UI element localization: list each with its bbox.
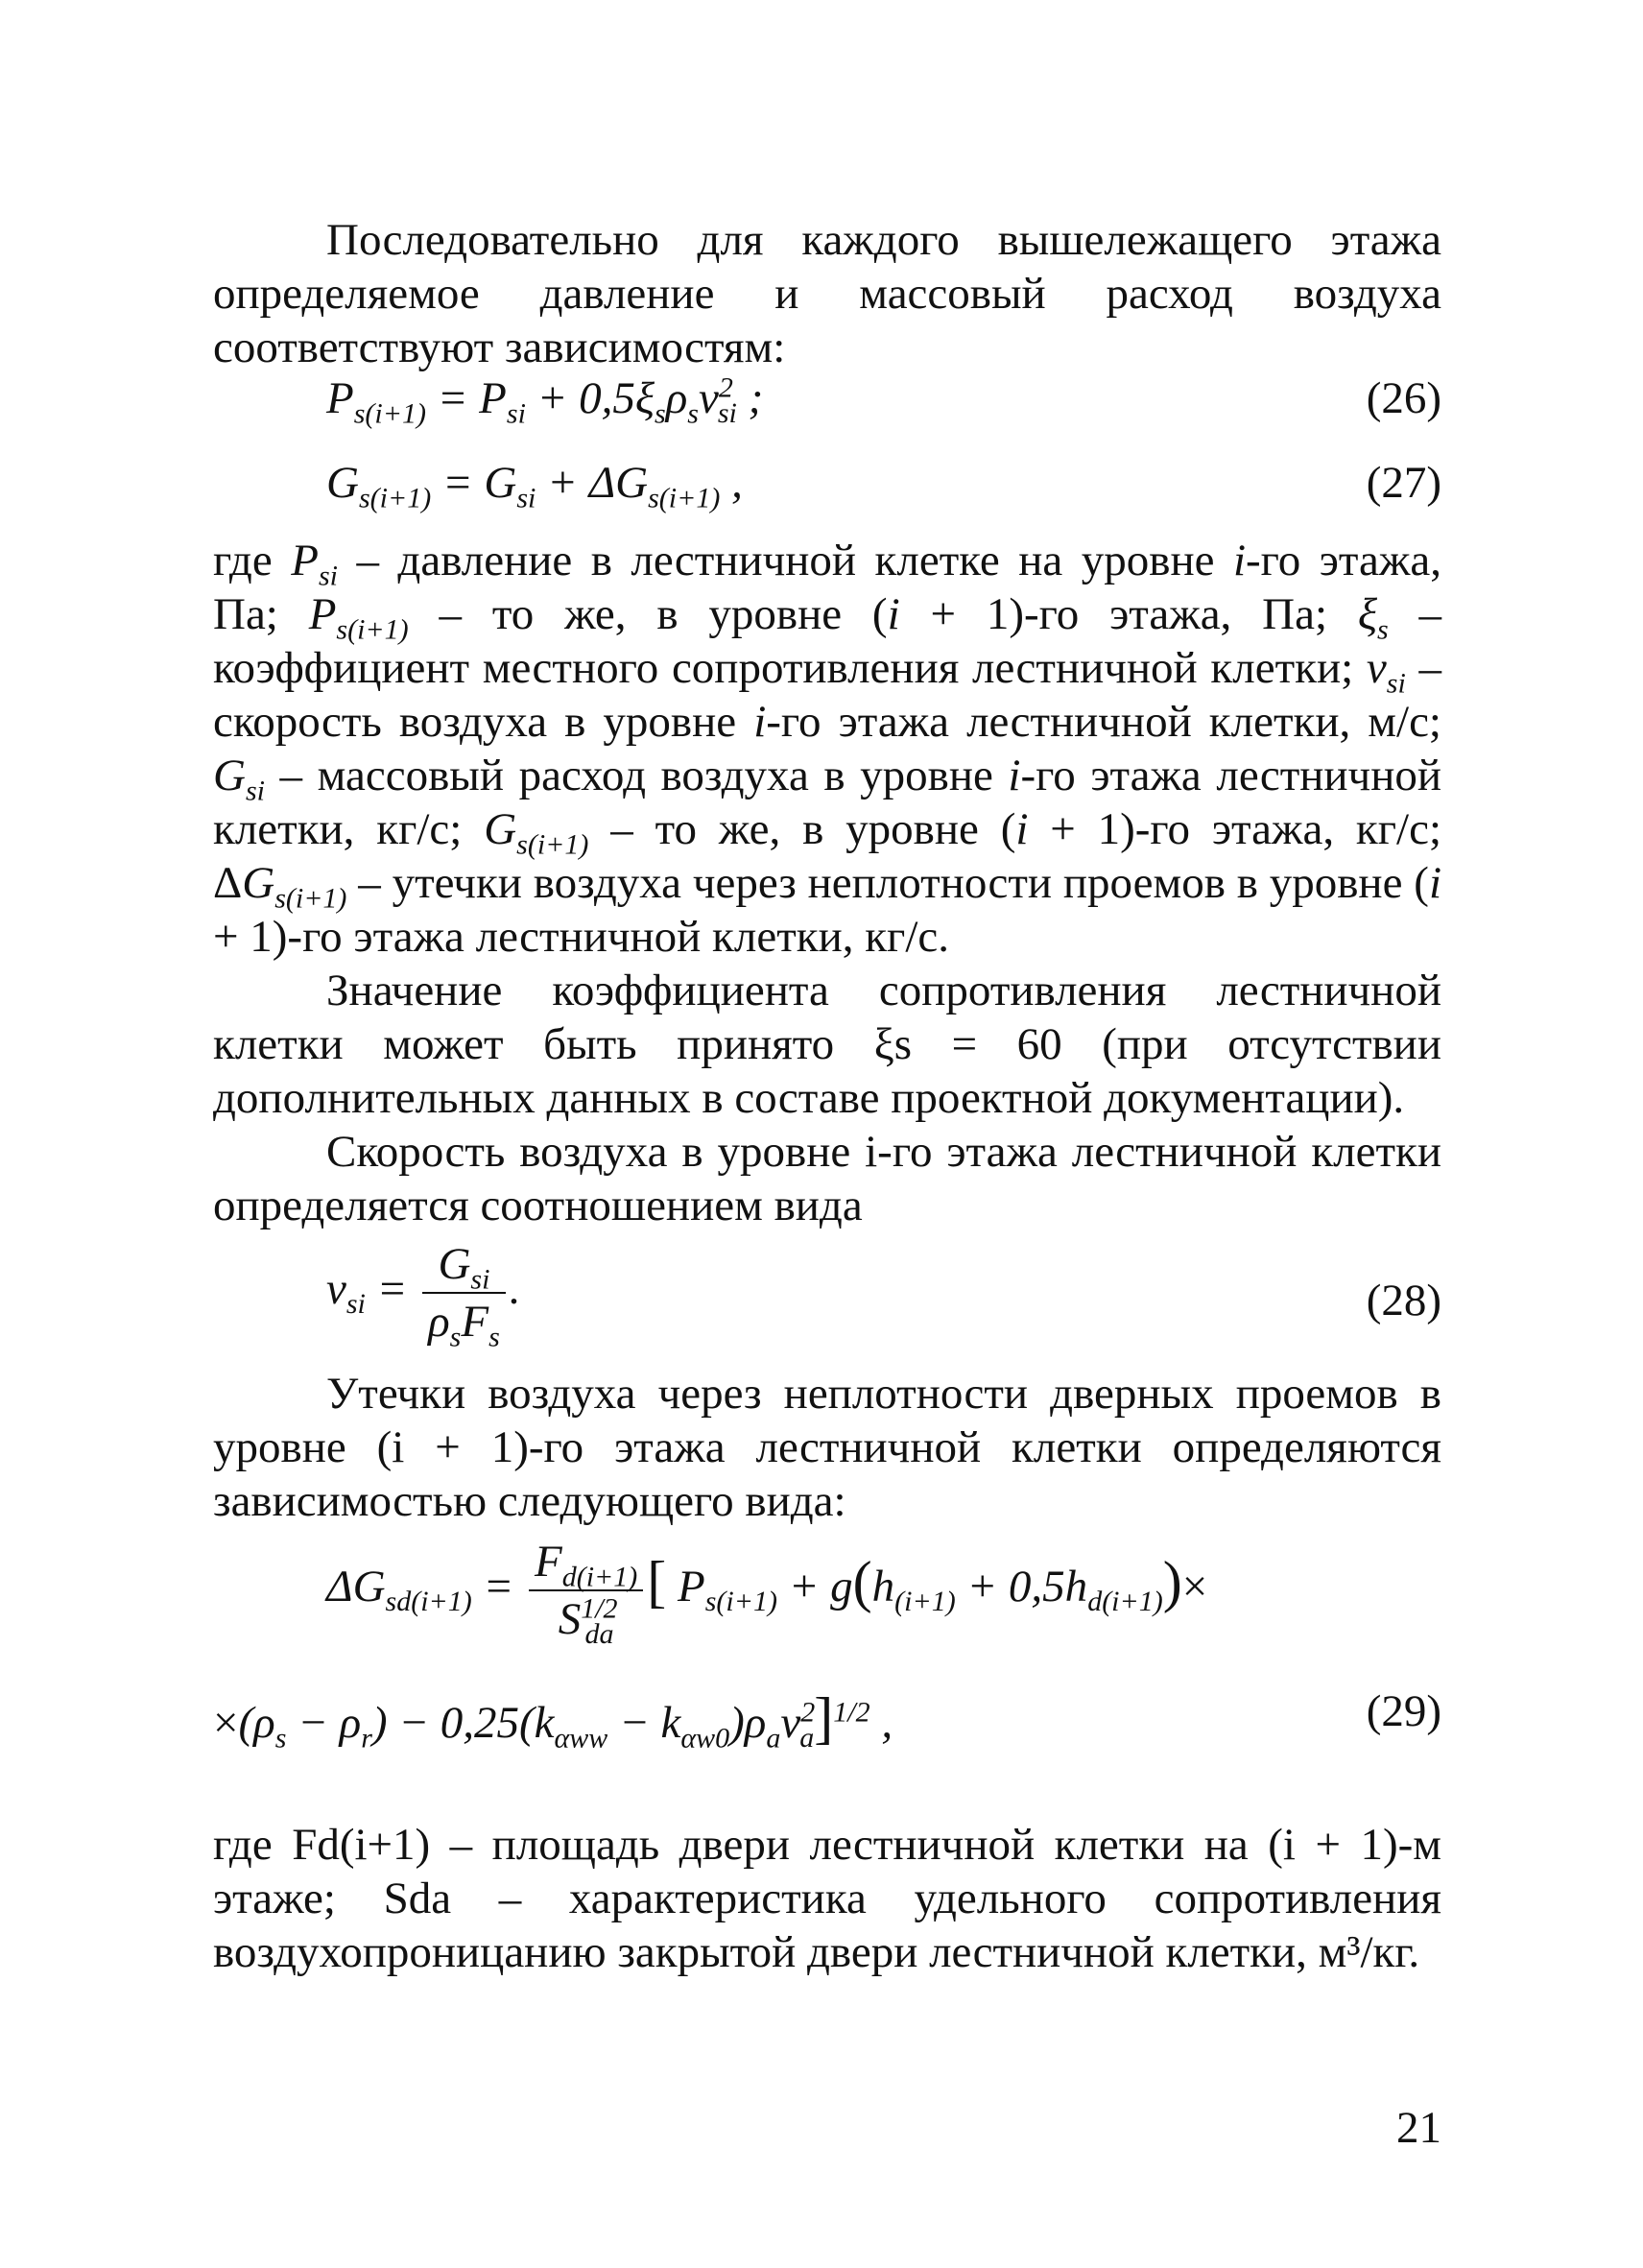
fraction: $\frac{F_{d(i+1)}}{S^{1/2}_{da}}$ xyxy=(529,1536,643,1645)
equation-27-formula: $G_{s(i+1)} = G_{si} + \Delta G_{s(i+1)}$ , xyxy=(326,458,743,514)
text-fragment: -го этажа лестничной клетки, кг/с; xyxy=(213,751,1442,854)
paragraph-text: Последовательно для каждого вышележащего этажа определяемое давление и массовый расход воздуха соответствуют зависимостям: xyxy=(213,215,1441,372)
text-fragment: – массовый расход воздуха в уровне xyxy=(264,751,1009,800)
equation-26-number: (26) xyxy=(1366,373,1441,423)
text-fragment: -го этажа, Па; xyxy=(213,536,1441,639)
text-fragment: -го этажа лестничной клетки, м/с; xyxy=(766,697,1441,747)
paragraph-coefficient xyxy=(213,964,1441,1125)
paragraph-definitions-text: где $P_{si}$ – давление в лестничной клетке на уровне i-го этажа, Па; $P_{s(i+1)}$ – то же, в уровне (i + 1)-го этажа, Па; $\xi_s$ – коэффициент местного сопротивления лестничной клетки; $v_{si}$ – скорость воздуха в уровне i-го этажа лестничной клетки, м/с; $G_{si}$ – массовый расход воздуха в уровне i-го этажа лестничной клетки, кг/с; $G_{s(i+1)}$ – то же, в уровне (i + 1)-го этажа, кг/с; $\Delta G_{s(i+1)}$ – утечки воздуха через неплотности проемов в уровне (i + 1)-го этажа лестничной клетки, кг/с. xyxy=(213,536,1442,962)
text-fragment: – коэффициент местного сопротивления лестничной клетки; xyxy=(213,589,1442,693)
equation-29-line-2: $\times(\rho_s - \rho_r) - 0,25(k_{\alpha ww} - k_{\alpha w0})\rho_av^2_a]^{1/2}$ , (29) xyxy=(213,1686,1441,1755)
text-fragment: – утечки воздуха через неплотности проемов в уровне ( xyxy=(346,858,1429,908)
equation-26 xyxy=(213,372,1441,440)
text-fragment: – скорость воздуха в уровне xyxy=(213,643,1442,747)
paragraph-velocity xyxy=(213,1125,1441,1232)
text-fragment: -го этажа лестничной клетки, кг/с. xyxy=(287,912,949,962)
text-fragment: -го этажа, Па; xyxy=(1023,589,1358,639)
paragraph-intro xyxy=(213,213,1441,374)
equation-28 xyxy=(213,1238,1441,1363)
paragraph-leakage xyxy=(213,1367,1441,1528)
text-where: где xyxy=(213,536,273,585)
equation-26-formula: $P_{s(i+1)} = P_{si} + 0,5\xi_s\rho_sv^2_{si}$ ; xyxy=(326,371,764,430)
equation-29-number: (29) xyxy=(1366,1686,1441,1736)
paragraph-door xyxy=(213,1818,1441,1979)
text-fragment: – давление в лестничной клетке на уровне xyxy=(337,536,1233,585)
paragraph-text: где Fd(i+1) – площадь двери лестничной клетки на (i + 1)-м этаже; Sda – характеристика удельного сопротивления воздухопроницанию закрытой двери лестничной клетки, м³/кг. xyxy=(213,1820,1441,1977)
text-fragment: -го этажа, кг/с; xyxy=(1134,804,1442,854)
equation-27-number: (27) xyxy=(1366,458,1441,508)
equation-27 xyxy=(213,457,1441,524)
paragraph-text: Значение коэффициента сопротивления лестничной клетки может быть принято ξs = 60 (при отсутствии дополнительных данных в составе проектной документации). xyxy=(213,966,1441,1123)
equation-28-number: (28) xyxy=(1366,1276,1441,1325)
paragraph-definitions xyxy=(213,534,1441,964)
paragraph-text: Скорость воздуха в уровне i-го этажа лестничной клетки определяется соотношением вида xyxy=(213,1127,1441,1230)
text-fragment: – то же, в уровне ( xyxy=(588,804,1016,854)
text-fragment: – то же, в уровне ( xyxy=(408,589,888,639)
page-number: 21 xyxy=(1396,2103,1441,2153)
equation-28-formula: $v_{si}$ = $\frac{G_{si}}{\rho_sF_s}$ . xyxy=(326,1239,521,1353)
paragraph-text: Утечки воздуха через неплотности дверных проемов в уровне (i + 1)-го этажа лестничной клетки определяются зависимостью следующего вида: xyxy=(213,1369,1441,1526)
fraction: $\frac{G_{si}}{\rho_sF_s}$ xyxy=(422,1238,506,1348)
equation-29-line-1: $\Delta G_{sd(i+1)}$ = $\frac{F_{d(i+1)}}{S^{1/2}_{da}}$ [ $P_{s(i+1)} + g(h_{(i+1)} + 0,5h_{d(i+1)})\times$ xyxy=(326,1537,1208,1651)
